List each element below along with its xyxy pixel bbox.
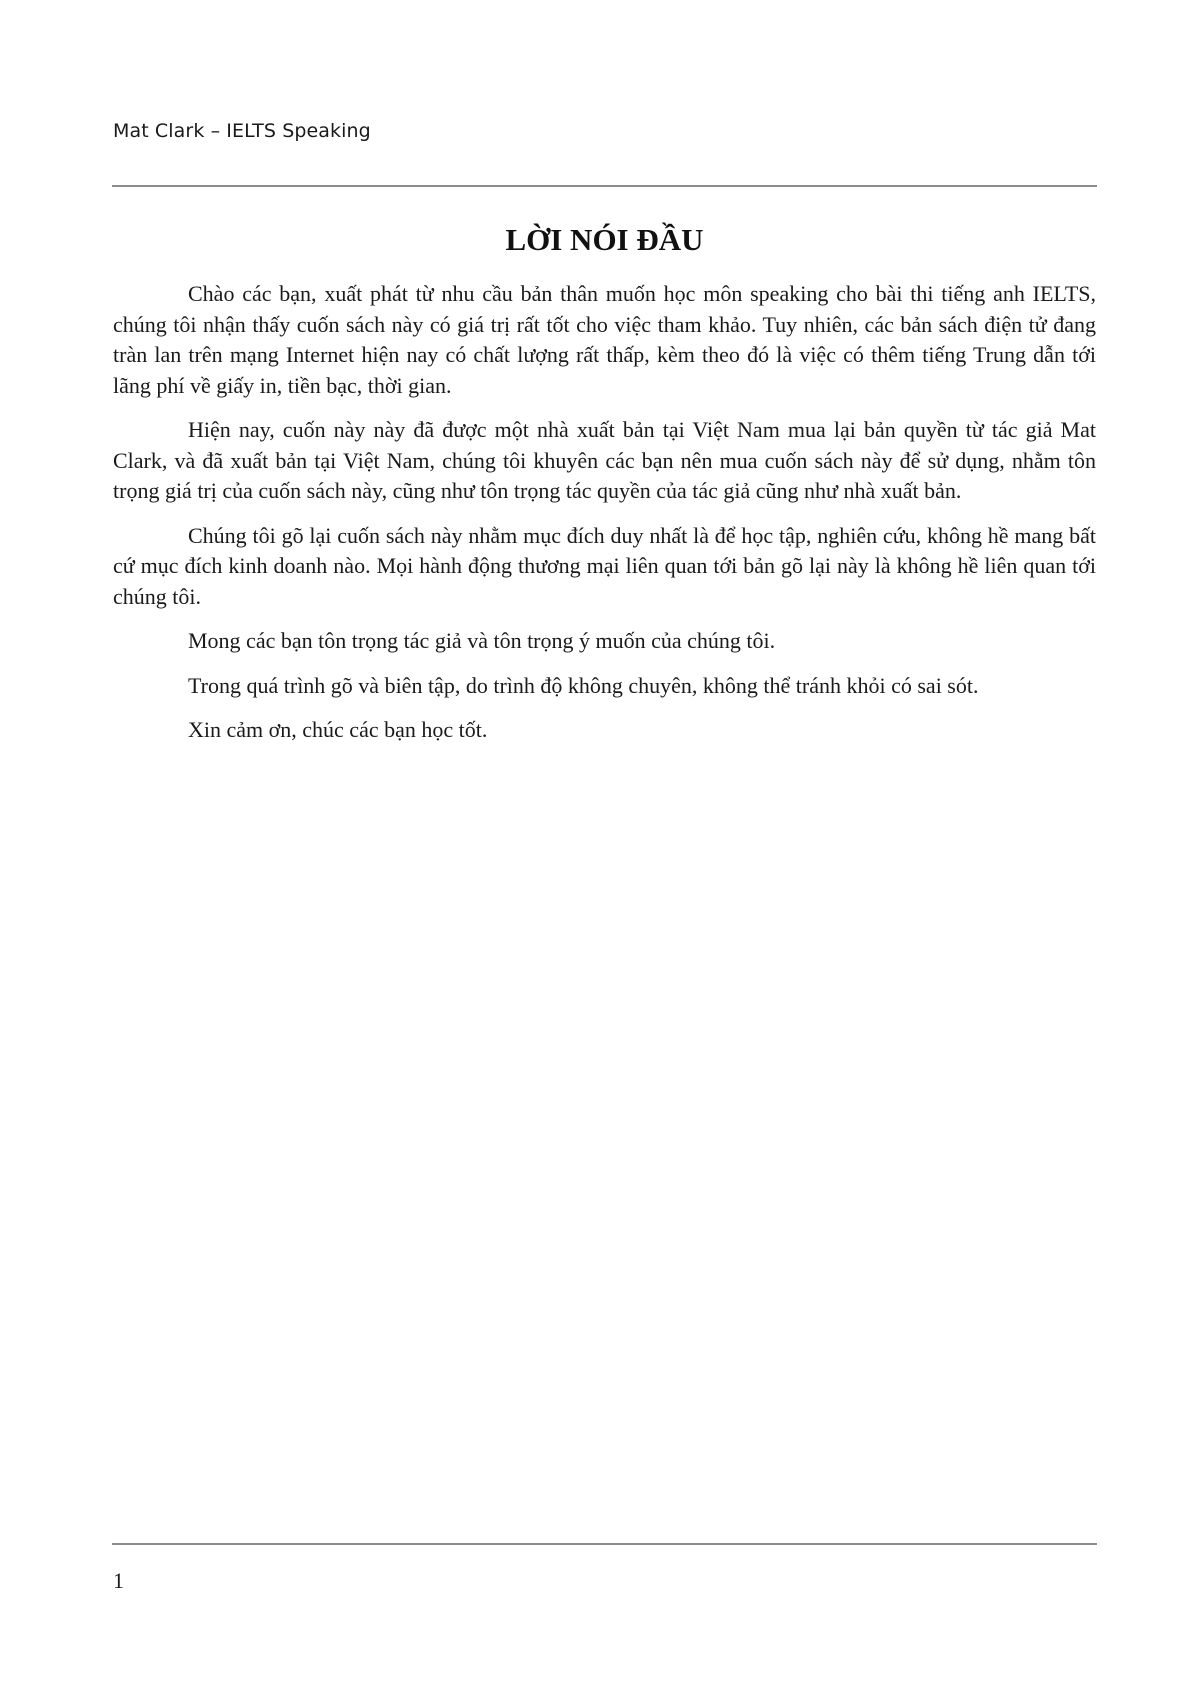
running-header: Mat Clark – IELTS Speaking — [113, 120, 371, 142]
paragraph-4: Mong các bạn tôn trọng tác giả và tôn trọng ý muốn của chúng tôi. — [188, 628, 776, 653]
body-text — [113, 279, 1096, 760]
footer-divider — [112, 1543, 1097, 1545]
paragraph-2: Hiện nay, cuốn này này đã được một nhà xuất bản tại Việt Nam mua lại bản quyền từ tác giả Mat Clark, và đã xuất bản tại Việt Nam, chúng tôi khuyên các bạn nên mua cuốn sách này để sử dụng, nhằm tôn trọng giá trị của cuốn sách này, cũng như tôn trọng tác quyền của tác giả cũng như nhà xuất bản. — [113, 417, 1096, 503]
paragraph-3: Chúng tôi gõ lại cuốn sách này nhằm mục đích duy nhất là để học tập, nghiên cứu, không hề mang bất cứ mục đích kinh doanh nào. Mọi hành động thương mại liên quan tới bản gõ lại này là không hề liên quan tới chúng tôi. — [113, 522, 1096, 609]
header-divider — [112, 185, 1097, 187]
page-title: LỜI NÓI ĐẦU — [505, 222, 704, 257]
paragraph-5: Trong quá trình gõ và biên tập, do trình độ không chuyên, không thể tránh khỏi có sai sót. — [188, 672, 979, 698]
paragraph-1: Chào các bạn, xuất phát từ nhu cầu bản thân muốn học môn speaking cho bài thi tiếng anh IELTS, chúng tôi nhận thấy cuốn sách này có giá trị rất tốt cho việc tham khảo. Tuy nhiên, các bản sách điện tử đang tràn lan trên mạng Internet hiện nay có chất lượng rất thấp, kèm theo đó là việc có thêm tiếng Trung dẫn tới lãng phí về giấy in, tiền bạc, thời gian. — [113, 281, 1096, 398]
page-number: 1 — [113, 1568, 124, 1593]
paragraph-6: Xin cảm ơn, chúc các bạn học tốt. — [188, 717, 488, 742]
